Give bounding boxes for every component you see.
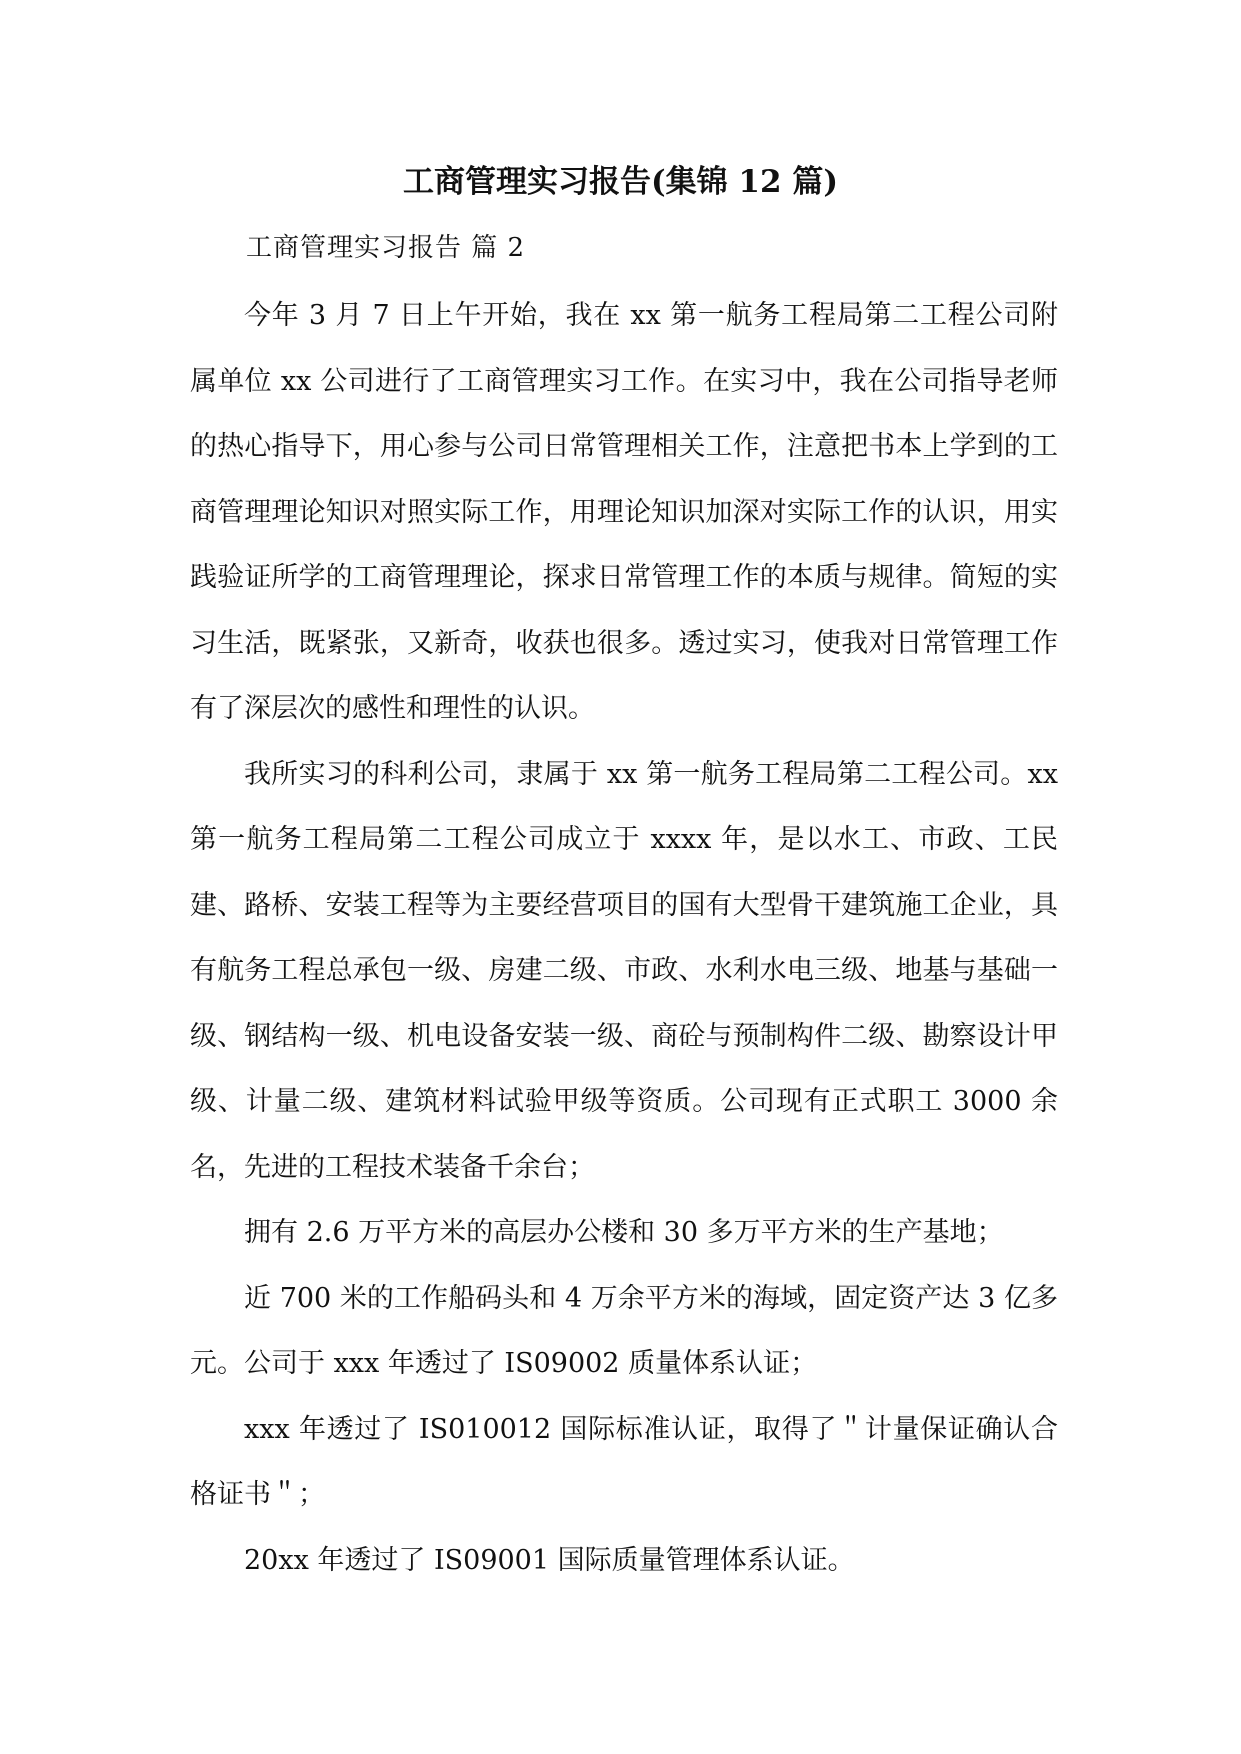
paragraph-4: 近 700 米的工作船码头和 4 万余平方米的海域，固定资产达 3 亿多元。公司于 xxx 年透过了 IS09002 质量体系认证； <box>190 1282 1058 1379</box>
document-body <box>190 283 1058 1593</box>
section-heading: 工商管理实习报告 篇 2 <box>246 233 526 263</box>
paragraph-2: 我所实习的科利公司，隶属于 xx 第一航务工程局第二工程公司。xx 第一航务工程局第二工程公司成立于 xxxx 年，是以水工、市政、工民建、路桥、安装工程等为主要经营项目的国有大型骨干建筑施工企业，具有航务工程总承包一级、房建二级、市政、水利水电三级、地基与基础一级、钢结构一级、机电设备安装一级、商砼与预制构件二级、勘察设计甲级、计量二级、建筑材料试验甲级等资质。公司现有正式职工 3000 余名，先进的工程技术装备千余台； <box>190 758 1058 1183</box>
paragraph-3: 拥有 2.6 万平方米的高层办公楼和 30 多万平方米的生产基地； <box>244 1217 1004 1248</box>
paragraph-1: 今年 3 月 7 日上午开始，我在 xx 第一航务工程局第二工程公司附属单位 xx 公司进行了工商管理实习工作。在实习中，我在公司指导老师的热心指导下，用心参与公司日常管理相关工作，注意把书本上学到的工商管理理论知识对照实际工作，用理论知识加深对实际工作的认识，用实践验证所学的工商管理理论，探求日常管理工作的本质与规律。简短的实习生活，既紧张，又新奇，收获也很多。透过实习，使我对日常管理工作有了深层次的感性和理性的认识。 <box>190 300 1058 724</box>
paragraph-6: 20xx 年透过了 IS09001 国际质量管理体系认证。 <box>244 1544 855 1576</box>
document-title: 工商管理实习报告(集锦 12 篇) <box>402 164 839 200</box>
paragraph-5: xxx 年透过了 IS010012 国际标准认证，取得了＂计量保证确认合格证书＂； <box>190 1413 1058 1510</box>
